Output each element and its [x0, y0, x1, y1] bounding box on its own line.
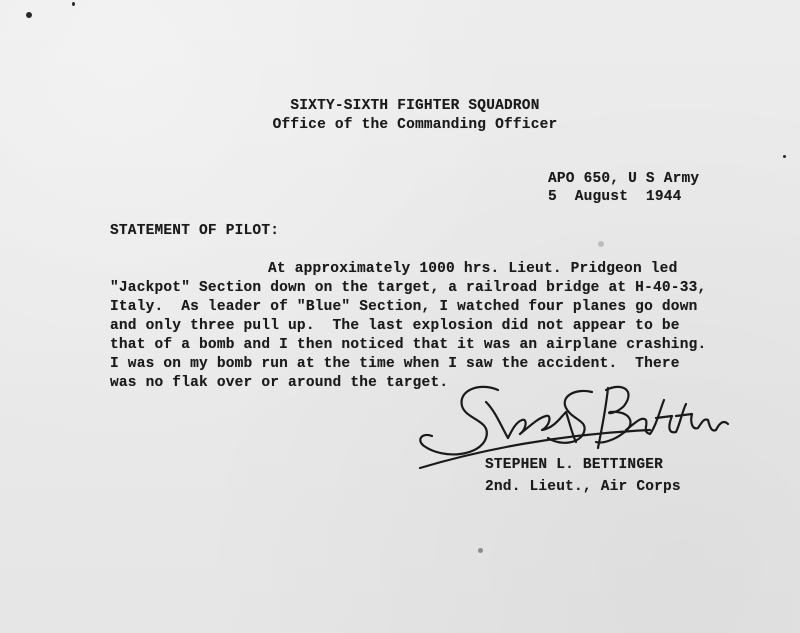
letterhead-unit: SIXTY-SIXTH FIGHTER SQUADRON — [290, 98, 540, 114]
paper-speck — [783, 155, 786, 158]
date-line: 5 August 1944 — [548, 189, 682, 205]
signer-rank: 2nd. Lieut., Air Corps — [485, 479, 681, 495]
statement-line: "Jackpot" Section down on the target, a railroad bridge at H-40-33, — [110, 280, 707, 296]
paper-speck — [598, 241, 604, 247]
paper-speck — [478, 548, 483, 553]
statement-line: At approximately 1000 hrs. Lieut. Pridgeon led — [268, 261, 678, 277]
statement-line: Italy. As leader of "Blue" Section, I watched four planes go down — [110, 299, 698, 315]
apo-line: APO 650, U S Army — [548, 171, 700, 187]
signer-name: STEPHEN L. BETTINGER — [485, 457, 664, 473]
statement-line: was no flak over or around the target. — [110, 375, 449, 391]
statement-line: and only three pull up. The last explosion did not appear to be — [110, 318, 680, 334]
statement-line: that of a bomb and I then noticed that it was an airplane crashing. — [110, 337, 707, 353]
letterhead-office: Office of the Commanding Officer — [272, 117, 558, 133]
statement-line: I was on my bomb run at the time when I saw the accident. There — [110, 356, 680, 372]
paper-speck — [26, 12, 32, 18]
statement-heading: STATEMENT OF PILOT: — [110, 223, 280, 239]
paper-speck — [72, 2, 75, 6]
